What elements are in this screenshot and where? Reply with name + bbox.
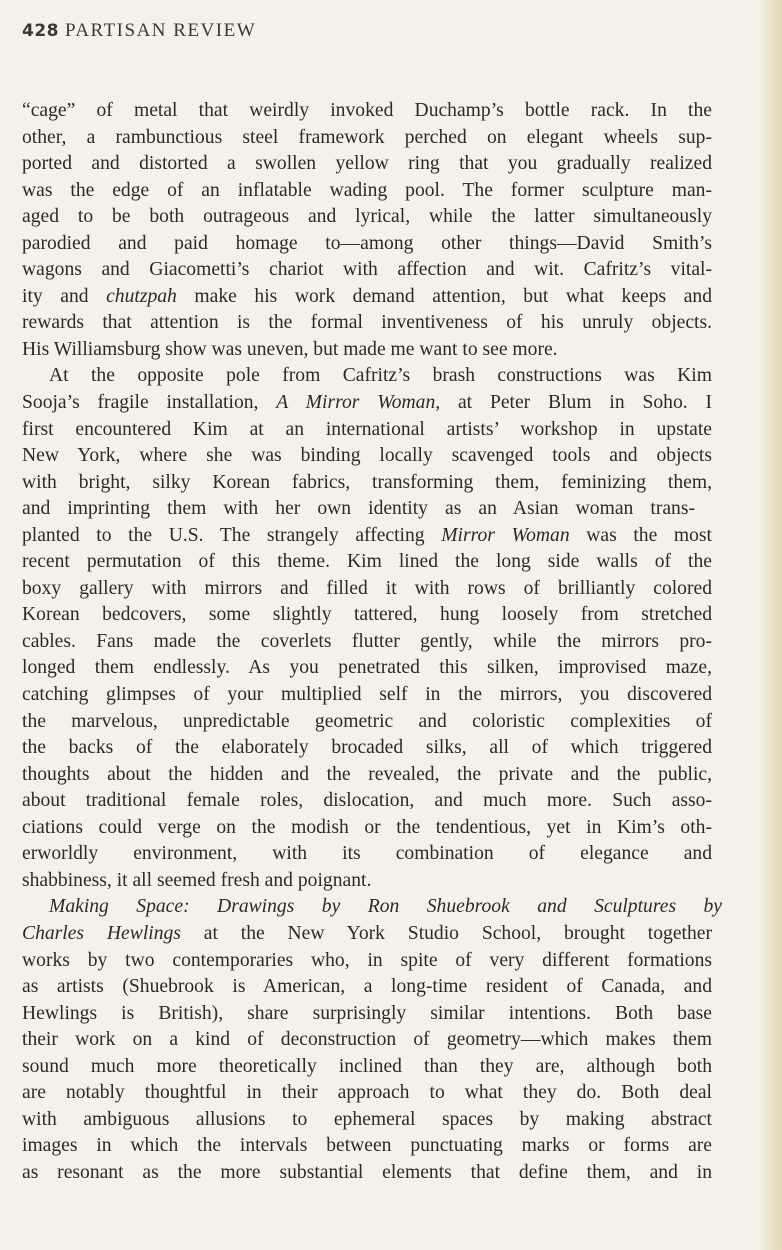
text-segment: Korean bedcovers, some slightly tattered, hung loosely from stretched <box>22 604 712 626</box>
text-line <box>22 894 722 921</box>
text-line <box>22 98 712 125</box>
text-segment: as artists (Shuebrook is American, a long-time resident of Canada, and <box>22 976 712 998</box>
text-line <box>22 948 712 975</box>
text-line <box>22 257 712 284</box>
text-line <box>22 390 712 417</box>
italic-title: A Mirror Woman, <box>276 392 441 414</box>
text-segment: Sooja’s fragile installation, <box>22 392 277 414</box>
text-line <box>22 125 712 152</box>
text-line <box>22 576 712 603</box>
text-line <box>22 762 712 789</box>
text-line <box>22 868 712 895</box>
text-segment: are notably thoughtful in their approach to what they do. Both deal <box>22 1082 712 1104</box>
text-line <box>22 682 712 709</box>
text-segment: cables. Fans made the coverlets flutter gently, while the mirrors pro- <box>22 630 712 652</box>
article-body <box>22 98 722 1186</box>
text-segment: New York, where she was binding locally scavenged tools and objects <box>22 445 712 467</box>
text-line <box>22 1054 712 1081</box>
text-line <box>22 496 695 523</box>
text-segment: Hewlings is British), share surprisingly similar intentions. Both base <box>22 1002 712 1024</box>
text-segment: with bright, silky Korean fabrics, transforming them, feminizing them, <box>22 471 712 493</box>
text-segment: works by two contemporaries who, in spite of very different formations <box>22 949 712 971</box>
text-line <box>22 921 712 948</box>
running-header <box>22 20 256 42</box>
text-line <box>22 974 712 1001</box>
text-segment: rewards that attention is the formal inventiveness of his unruly objects. <box>22 312 712 334</box>
text-segment: ity and <box>22 285 107 307</box>
text-segment: parodied and paid homage to—among other things—David Smith’s <box>22 232 712 254</box>
text-line <box>22 1133 712 1160</box>
text-line <box>22 788 712 815</box>
text-segment: first encountered Kim at an international artists’ workshop in upstate <box>22 418 712 440</box>
text-segment: At the opposite pole from Cafritz’s brash constructions was Kim <box>49 365 712 387</box>
text-segment: boxy gallery with mirrors and filled it with rows of brilliantly colored <box>22 577 712 599</box>
text-segment: longed them endlessly. As you penetrated this silken, improvised maze, <box>22 657 712 679</box>
text-line <box>22 231 712 258</box>
text-segment: their work on a kind of deconstruction of geometry—which makes them <box>22 1029 712 1051</box>
text-line <box>22 310 712 337</box>
text-segment: sound much more theoretically inclined than they are, although both <box>22 1055 712 1077</box>
italic-title: Mirror Woman <box>441 524 570 546</box>
text-line <box>22 735 712 762</box>
text-line <box>22 284 712 311</box>
text-line <box>22 443 712 470</box>
text-line <box>22 841 712 868</box>
text-line <box>22 1160 712 1187</box>
text-segment: “cage” of metal that weirdly invoked Duchamp’s bottle rack. In the <box>22 100 712 121</box>
text-segment: make his work demand attention, but what keeps and <box>176 285 712 307</box>
text-segment: about traditional female roles, dislocation, and much more. Such asso- <box>22 790 712 812</box>
text-segment: the backs of the elaborately brocaded silks, all of which triggered <box>22 737 712 759</box>
page-edge-shadow <box>758 0 782 1250</box>
text-line <box>22 470 712 497</box>
text-segment: wagons and Giacometti’s chariot with affection and wit. Cafritz’s vital- <box>22 259 712 281</box>
text-line <box>22 151 712 178</box>
text-segment: images in which the intervals between punctuating marks or forms are <box>22 1135 712 1157</box>
text-line <box>22 337 712 364</box>
text-line <box>22 204 712 231</box>
text-segment: as resonant as the more substantial elements that define them, and in <box>22 1161 712 1183</box>
text-segment: recent permutation of this theme. Kim lined the long side walls of the <box>22 551 712 573</box>
text-line <box>22 523 712 550</box>
text-line <box>22 629 712 656</box>
text-line <box>22 1027 712 1054</box>
text-line <box>22 815 712 842</box>
text-segment: shabbiness, it all seemed fresh and poignant. <box>22 869 372 891</box>
text-line <box>22 178 712 205</box>
text-segment: and imprinting them with her own identity as an Asian woman trans- <box>22 498 695 520</box>
text-segment: other, a rambunctious steel framework perched on elegant wheels sup- <box>22 126 712 148</box>
text-line <box>22 1107 712 1134</box>
italic-title: Making Space: Drawings by Ron Shuebrook and Sculptures by <box>49 896 722 918</box>
text-segment: ciations could verge on the modish or the tendentious, yet in Kim’s oth- <box>22 816 712 838</box>
text-segment: was the edge of an inflatable wading pool. The former sculpture man- <box>22 179 712 201</box>
text-line <box>22 709 712 736</box>
text-segment: erworldly environment, with its combination of elegance and <box>22 843 712 865</box>
text-line <box>22 417 712 444</box>
text-segment: at the New York Studio School, brought together <box>180 922 712 944</box>
text-segment: thoughts about the hidden and the revealed, the private and the public, <box>22 763 712 785</box>
italic-title: chutzpah <box>106 285 177 307</box>
text-segment: catching glimpses of your multiplied self in the mirrors, you discovered <box>22 684 712 706</box>
text-line <box>22 602 712 629</box>
text-line <box>22 363 712 390</box>
text-line <box>22 549 712 576</box>
text-line <box>22 655 712 682</box>
text-segment: was the most <box>569 524 712 546</box>
text-segment: planted to the U.S. The strangely affecting <box>22 524 442 546</box>
italic-title: Charles Hewlings <box>22 922 181 944</box>
text-segment: ported and distorted a swollen yellow ring that you gradually realized <box>22 153 712 175</box>
text-segment: His Williamsburg show was uneven, but made me want to see more. <box>22 338 558 360</box>
text-segment: aged to be both outrageous and lyrical, while the latter simultaneously <box>22 206 712 228</box>
text-segment: with ambiguous allusions to ephemeral spaces by making abstract <box>22 1108 712 1130</box>
text-segment: the marvelous, unpredictable geometric and coloristic complexities of <box>22 710 712 732</box>
text-segment: at Peter Blum in Soho. I <box>440 392 712 414</box>
text-line <box>22 1080 712 1107</box>
journal-title: PARTISAN REVIEW <box>65 20 257 41</box>
page-number: 428 <box>22 21 59 41</box>
text-line <box>22 1001 712 1028</box>
